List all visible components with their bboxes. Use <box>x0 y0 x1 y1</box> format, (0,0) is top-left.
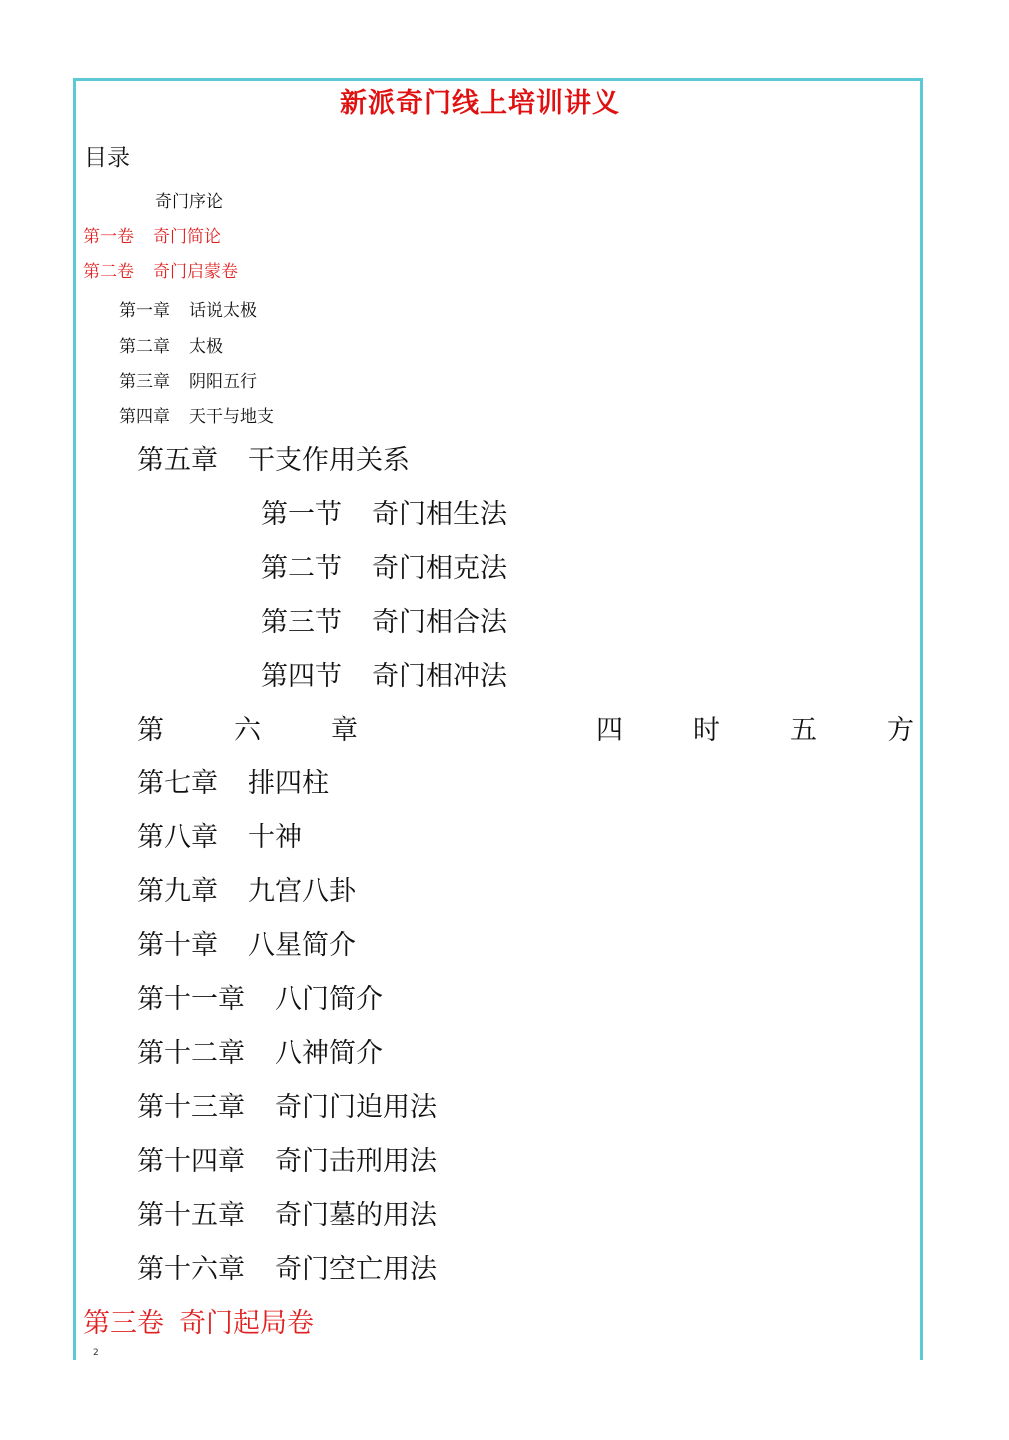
section-name: 奇门相冲法 <box>372 661 507 692</box>
chapter-number: 第十四章 <box>137 1146 245 1177</box>
toc-heading: 目录 <box>84 145 130 171</box>
chapter-number: 第四章 <box>119 407 170 427</box>
chapter-name: 奇门空亡用法 <box>275 1254 437 1285</box>
toc-chapter-16 <box>137 1256 437 1283</box>
section-number: 第四节 <box>261 661 342 692</box>
chapter-name: 十神 <box>248 822 302 853</box>
toc-chapter-1 <box>119 303 257 320</box>
chapter-name: 太极 <box>189 337 223 357</box>
chapter-name: 八门简介 <box>275 984 383 1015</box>
chapter-name: 话说太极 <box>189 301 257 321</box>
chapter-number: 第十六章 <box>137 1254 245 1285</box>
toc-chapter-2 <box>119 339 223 356</box>
toc-chapter-6-char: 方 <box>887 715 914 746</box>
chapter-number: 第二章 <box>119 337 170 357</box>
chapter-number: 第七章 <box>137 768 218 799</box>
chapter-name: 九宫八卦 <box>248 876 356 907</box>
section-number: 第三节 <box>261 607 342 638</box>
chapter-name: 八神简介 <box>275 1038 383 1069</box>
chapter-number: 第十三章 <box>137 1092 245 1123</box>
volume-name: 奇门起局卷 <box>179 1308 314 1339</box>
chapter-name: 干支作用关系 <box>248 445 410 476</box>
toc-section-4 <box>261 663 507 690</box>
chapter-number: 第八章 <box>137 822 218 853</box>
section-name: 奇门相克法 <box>372 553 507 584</box>
volume-number: 第二卷 <box>83 262 134 282</box>
volume-name: 奇门简论 <box>153 227 221 247</box>
toc-chapter-6-char: 六 <box>234 715 261 746</box>
toc-section-2 <box>261 555 507 582</box>
chapter-name: 奇门门迫用法 <box>275 1092 437 1123</box>
section-name: 奇门相生法 <box>372 499 507 530</box>
chapter-name: 奇门墓的用法 <box>275 1200 437 1231</box>
chapter-number: 第三章 <box>119 372 170 392</box>
section-number: 第二节 <box>261 553 342 584</box>
toc-chapter-6-char: 五 <box>790 715 817 746</box>
toc-chapter-8 <box>137 824 302 851</box>
toc-preface: 奇门序论 <box>155 192 223 212</box>
chapter-name: 排四柱 <box>248 768 329 799</box>
toc-section-3 <box>261 609 507 636</box>
toc-volume-1 <box>83 229 221 246</box>
document-title: 新派奇门线上培训讲义 <box>340 88 620 119</box>
chapter-name: 阴阳五行 <box>189 372 257 392</box>
toc-chapter-11 <box>137 986 383 1013</box>
toc-chapter-6-char: 第 <box>137 715 164 746</box>
toc-chapter-4 <box>119 409 274 426</box>
toc-chapter-12 <box>137 1040 383 1067</box>
chapter-number: 第九章 <box>137 876 218 907</box>
toc-chapter-9 <box>137 878 356 905</box>
toc-chapter-10 <box>137 932 356 959</box>
section-number: 第一节 <box>261 499 342 530</box>
chapter-number: 第十二章 <box>137 1038 245 1069</box>
toc-volume-2 <box>83 264 238 281</box>
toc-chapter-5 <box>137 447 410 474</box>
toc-chapter-6-char: 时 <box>693 715 720 746</box>
toc-chapter-6-char: 章 <box>331 715 358 746</box>
toc-chapter-14 <box>137 1148 437 1175</box>
chapter-number: 第十一章 <box>137 984 245 1015</box>
chapter-name: 八星简介 <box>248 930 356 961</box>
page-number: 2 <box>93 1348 99 1358</box>
chapter-name: 天干与地支 <box>189 407 274 427</box>
toc-chapter-15 <box>137 1202 437 1229</box>
section-name: 奇门相合法 <box>372 607 507 638</box>
chapter-number: 第十章 <box>137 930 218 961</box>
toc-volume-3 <box>83 1310 314 1337</box>
volume-name: 奇门启蒙卷 <box>153 262 238 282</box>
volume-number: 第三卷 <box>83 1308 164 1339</box>
volume-number: 第一卷 <box>83 227 134 247</box>
toc-chapter-7 <box>137 770 329 797</box>
toc-chapter-6-char: 四 <box>596 715 623 746</box>
chapter-name: 奇门击刑用法 <box>275 1146 437 1177</box>
toc-section-1 <box>261 501 507 528</box>
toc-chapter-13 <box>137 1094 437 1121</box>
chapter-number: 第五章 <box>137 445 218 476</box>
chapter-number: 第十五章 <box>137 1200 245 1231</box>
chapter-number: 第一章 <box>119 301 170 321</box>
toc-chapter-3 <box>119 374 257 391</box>
